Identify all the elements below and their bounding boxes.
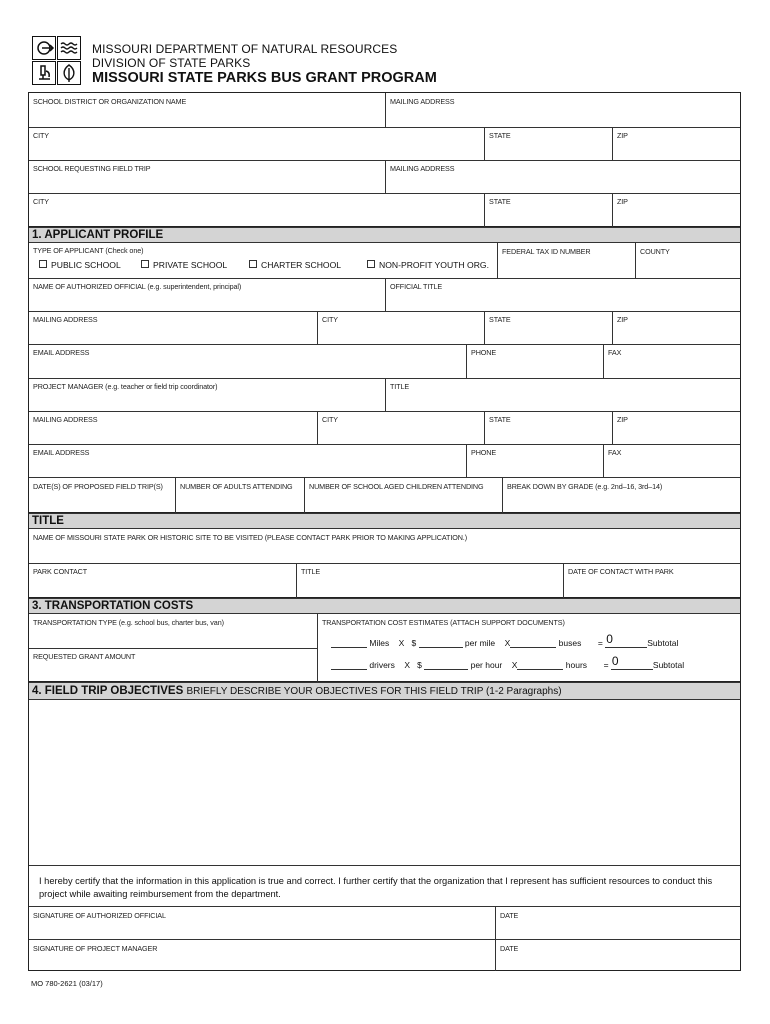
- applicant-profile-section: [28, 227, 741, 513]
- dnr-logo-arrow-icon: [32, 36, 56, 60]
- microscope-icon: [32, 61, 56, 85]
- agency-name: MISSOURI DEPARTMENT OF NATURAL RESOURCES: [92, 42, 398, 56]
- section-4-subtitle: BRIEFLY DESCRIBE YOUR OBJECTIVES FOR THIS FIELD TRIP (1-2 Paragraphs): [186, 686, 562, 697]
- type-of-applicant-label: TYPE OF APPLICANT (Check one): [33, 246, 144, 255]
- official-title-field[interactable]: OFFICIAL TITLE: [390, 282, 443, 291]
- section-4-title: 4. FIELD TRIP OBJECTIVES: [32, 685, 184, 697]
- grade-breakdown-field[interactable]: BREAK DOWN BY GRADE (e.g. 2nd–16, 3rd–14): [507, 482, 663, 491]
- zip-field[interactable]: ZIP: [617, 415, 628, 424]
- drivers-cost-row[interactable]: drivers X $ per hour X hours = 0 Subtotal: [331, 660, 684, 670]
- destination-profile-section: [28, 513, 741, 598]
- phone-field[interactable]: PHONE: [471, 448, 497, 457]
- section-4-header: [29, 682, 740, 700]
- field-trip-dates-field[interactable]: DATE(S) OF PROPOSED FIELD TRIP(S): [33, 482, 163, 491]
- section-1-header: 1. APPLICANT PROFILE: [29, 227, 740, 243]
- email-field[interactable]: EMAIL ADDRESS: [33, 448, 90, 457]
- section-2-header: TITLE: [29, 513, 740, 529]
- state-field[interactable]: STATE: [489, 315, 511, 324]
- zip-field[interactable]: ZIP: [617, 131, 628, 140]
- zip-field[interactable]: ZIP: [617, 197, 628, 206]
- leaf-icon: [57, 61, 81, 85]
- project-manager-field[interactable]: PROJECT MANAGER (e.g. teacher or field trip coordinator): [33, 382, 218, 391]
- school-requesting-field[interactable]: SCHOOL REQUESTING FIELD TRIP: [33, 164, 151, 173]
- fax-field[interactable]: FAX: [608, 348, 622, 357]
- state-field[interactable]: STATE: [489, 415, 511, 424]
- city-field[interactable]: CITY: [322, 415, 338, 424]
- transportation-costs-section: [28, 598, 741, 682]
- date-field[interactable]: DATE: [500, 911, 519, 920]
- mailing-address-field[interactable]: MAILING ADDRESS: [33, 315, 98, 324]
- section-3-header: 3. TRANSPORTATION COSTS: [29, 598, 740, 614]
- mailing-address-field[interactable]: MAILING ADDRESS: [33, 415, 98, 424]
- non-profit-youth-checkbox[interactable]: NON-PROFIT YOUTH ORG.: [367, 260, 489, 270]
- phone-field[interactable]: PHONE: [471, 348, 497, 357]
- date-field[interactable]: DATE: [500, 944, 519, 953]
- objectives-textarea[interactable]: [29, 700, 740, 865]
- date-of-contact-field[interactable]: DATE OF CONTACT WITH PARK: [568, 567, 674, 576]
- requested-grant-amount-field[interactable]: REQUESTED GRANT AMOUNT: [33, 652, 136, 661]
- school-district-field[interactable]: SCHOOL DISTRICT OR ORGANIZATION NAME: [33, 97, 187, 106]
- children-attending-field[interactable]: NUMBER OF SCHOOL AGED CHILDREN ATTENDING: [309, 482, 484, 491]
- state-field[interactable]: STATE: [489, 131, 511, 140]
- public-school-checkbox[interactable]: PUBLIC SCHOOL: [39, 260, 121, 270]
- contact-title-field[interactable]: TITLE: [301, 567, 321, 576]
- water-waves-icon: [57, 36, 81, 60]
- park-name-field[interactable]: NAME OF MISSOURI STATE PARK OR HISTORIC SITE TO BE VISITED (PLEASE CONTACT PARK PRIOR TO MAKING APPLICATION.): [33, 533, 467, 542]
- city-field[interactable]: CITY: [33, 131, 49, 140]
- miles-subtotal-value: 0: [606, 632, 613, 646]
- organization-block: [28, 92, 741, 227]
- park-contact-field[interactable]: PARK CONTACT: [33, 567, 88, 576]
- county-field[interactable]: COUNTY: [640, 247, 670, 256]
- drivers-subtotal-value: 0: [611, 654, 619, 668]
- charter-school-checkbox[interactable]: CHARTER SCHOOL: [249, 260, 341, 270]
- form-title: MISSOURI STATE PARKS BUS GRANT PROGRAM: [92, 70, 437, 86]
- authorized-official-field[interactable]: NAME OF AUTHORIZED OFFICIAL (e.g. superintendent, principal): [33, 282, 242, 291]
- private-school-checkbox[interactable]: PRIVATE SCHOOL: [141, 260, 227, 270]
- city-field[interactable]: CITY: [322, 315, 338, 324]
- form-number: MO 780-2621 (03/17): [31, 979, 103, 988]
- signature-official-field[interactable]: SIGNATURE OF AUTHORIZED OFFICIAL: [33, 911, 166, 920]
- mailing-address-field[interactable]: MAILING ADDRESS: [390, 164, 455, 173]
- field-trip-objectives-section: [28, 682, 741, 971]
- certification-statement: I hereby certify that the information in this application is true and correct. I further certify that the organization that I represent has sufficient resources to conduct this project while awaiting reimbursement from the department.: [39, 876, 713, 899]
- state-field[interactable]: STATE: [489, 197, 511, 206]
- mailing-address-field[interactable]: MAILING ADDRESS: [390, 97, 455, 106]
- zip-field[interactable]: ZIP: [617, 315, 628, 324]
- adults-attending-field[interactable]: NUMBER OF ADULTS ATTENDING: [180, 482, 293, 491]
- division-name: DIVISION OF STATE PARKS: [92, 56, 251, 70]
- email-field[interactable]: EMAIL ADDRESS: [33, 348, 90, 357]
- fax-field[interactable]: FAX: [608, 448, 622, 457]
- miles-cost-row[interactable]: Miles X $ per mile X buses = 0 Subtotal: [331, 638, 678, 648]
- transportation-type-field[interactable]: TRANSPORTATION TYPE (e.g. school bus, charter bus, van): [33, 618, 224, 627]
- pm-title-field[interactable]: TITLE: [390, 382, 410, 391]
- signature-manager-field[interactable]: SIGNATURE OF PROJECT MANAGER: [33, 944, 158, 953]
- cost-estimates-label: TRANSPORTATION COST ESTIMATES (ATTACH SUPPORT DOCUMENTS): [322, 618, 565, 627]
- city-field[interactable]: CITY: [33, 197, 49, 206]
- federal-tax-id-field[interactable]: FEDERAL TAX ID NUMBER: [502, 247, 591, 256]
